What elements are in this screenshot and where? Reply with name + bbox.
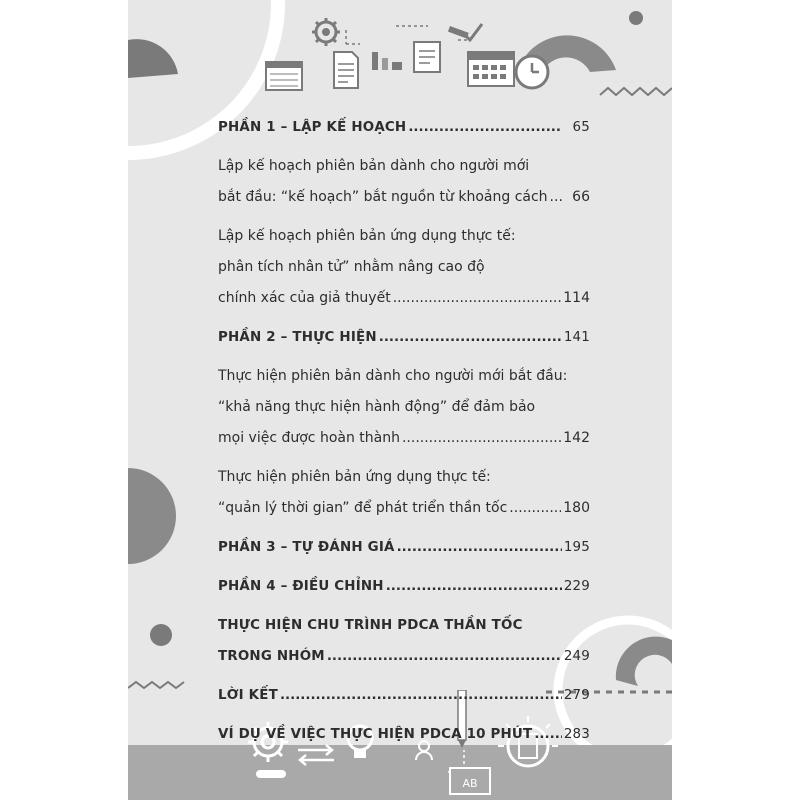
toc-title-line: “quản lý thời gian” để phát triển thần tốc bbox=[218, 500, 508, 516]
toc-entry-example bbox=[218, 719, 590, 750]
toc-page-number: 180 bbox=[563, 500, 590, 516]
table-of-contents bbox=[218, 112, 590, 750]
calendar-icon bbox=[266, 62, 302, 90]
dot-leader bbox=[534, 719, 561, 750]
toc-page-number: 195 bbox=[563, 540, 590, 555]
decor-half-circle-left bbox=[128, 468, 176, 564]
dot-leader bbox=[408, 112, 562, 143]
dot-leader bbox=[509, 493, 561, 524]
decor-arc-bottom-right bbox=[616, 637, 672, 686]
gear-icon bbox=[312, 18, 340, 46]
tablet-label: AB bbox=[462, 777, 478, 790]
toc-title: PHẦN 1 – LẬP KẾ HOẠCH bbox=[218, 120, 407, 135]
toc-entry-plan-applied bbox=[218, 221, 590, 314]
toc-entry-part-1 bbox=[218, 112, 590, 143]
toc-page-number: 283 bbox=[563, 727, 590, 742]
toc-page-number: 279 bbox=[563, 688, 590, 703]
dot-leader bbox=[550, 182, 562, 213]
toc-title-line: Lập kế hoạch phiên bản ứng dụng thực tế: bbox=[218, 228, 516, 244]
decor-pill bbox=[256, 770, 286, 778]
toc-entry-part-2 bbox=[218, 322, 590, 353]
top-illustration bbox=[128, 0, 672, 110]
toc-page-number: 66 bbox=[572, 189, 590, 205]
checkmark-icon bbox=[464, 24, 482, 40]
toc-title-line: Lập kế hoạch phiên bản dành cho người mới bbox=[218, 158, 530, 174]
toc-entry-part-3 bbox=[218, 532, 590, 563]
dot-leader bbox=[379, 322, 562, 353]
toc-title-line: mọi việc được hoàn thành bbox=[218, 430, 400, 446]
toc-title-line: Thực hiện phiên bản dành cho người mới bắt đầu: bbox=[218, 368, 568, 384]
toc-title-line: TRONG NHÓM bbox=[218, 649, 325, 664]
toc-title-line: chính xác của giả thuyết bbox=[218, 290, 391, 306]
calendar-icon bbox=[468, 52, 514, 86]
toc-title: LỜI KẾT bbox=[218, 688, 278, 703]
toc-page-number: 249 bbox=[563, 649, 590, 664]
toc-title-line: Thực hiện phiên bản ứng dụng thực tế: bbox=[218, 469, 491, 485]
toc-entry-part-4 bbox=[218, 571, 590, 602]
toc-title: PHẦN 2 – THỰC HIỆN bbox=[218, 330, 377, 345]
toc-entry-do-applied bbox=[218, 462, 590, 524]
decor-zigzag-bottom bbox=[128, 682, 184, 688]
toc-page-number: 114 bbox=[563, 290, 590, 306]
toc-page-number: 142 bbox=[563, 430, 590, 446]
dot-leader bbox=[327, 641, 562, 672]
toc-title: PHẦN 4 – ĐIỀU CHỈNH bbox=[218, 579, 384, 594]
dot-leader bbox=[397, 532, 562, 563]
toc-page-number: 141 bbox=[563, 330, 590, 345]
toc-page-number: 229 bbox=[563, 579, 590, 594]
book-page bbox=[128, 0, 672, 800]
tablet-icon bbox=[450, 768, 490, 794]
toc-title-line: phân tích nhân tử” nhằm nâng cao độ bbox=[218, 259, 485, 275]
clock-icon bbox=[516, 56, 548, 88]
toc-title-line: bắt đầu: “kế hoạch” bắt nguồn từ khoảng cách bbox=[218, 189, 548, 205]
toc-entry-do-beginner bbox=[218, 361, 590, 454]
document-icon bbox=[334, 52, 358, 88]
dot-leader bbox=[386, 571, 562, 602]
dot-leader bbox=[402, 423, 561, 454]
toc-title: PHẦN 3 – TỰ ĐÁNH GIÁ bbox=[218, 540, 395, 555]
toc-entry-team-pdca bbox=[218, 610, 590, 672]
toc-title: VÍ DỤ VỀ VIỆC THỰC HIỆN PDCA 10 PHÚT bbox=[218, 727, 533, 742]
clipboard-icon bbox=[414, 42, 440, 72]
pen-icon bbox=[372, 52, 402, 70]
toc-entry-plan-beginner bbox=[218, 151, 590, 213]
dot-leader bbox=[280, 680, 562, 711]
toc-entry-conclusion bbox=[218, 680, 590, 711]
decor-dot-left bbox=[150, 624, 172, 646]
dot-leader bbox=[393, 283, 562, 314]
toc-title-line: THỰC HIỆN CHU TRÌNH PDCA THẦN TỐC bbox=[218, 618, 523, 633]
toc-page-number: 65 bbox=[572, 120, 590, 135]
toc-title-line: “khả năng thực hiện hành động” để đảm bảo bbox=[218, 399, 536, 415]
